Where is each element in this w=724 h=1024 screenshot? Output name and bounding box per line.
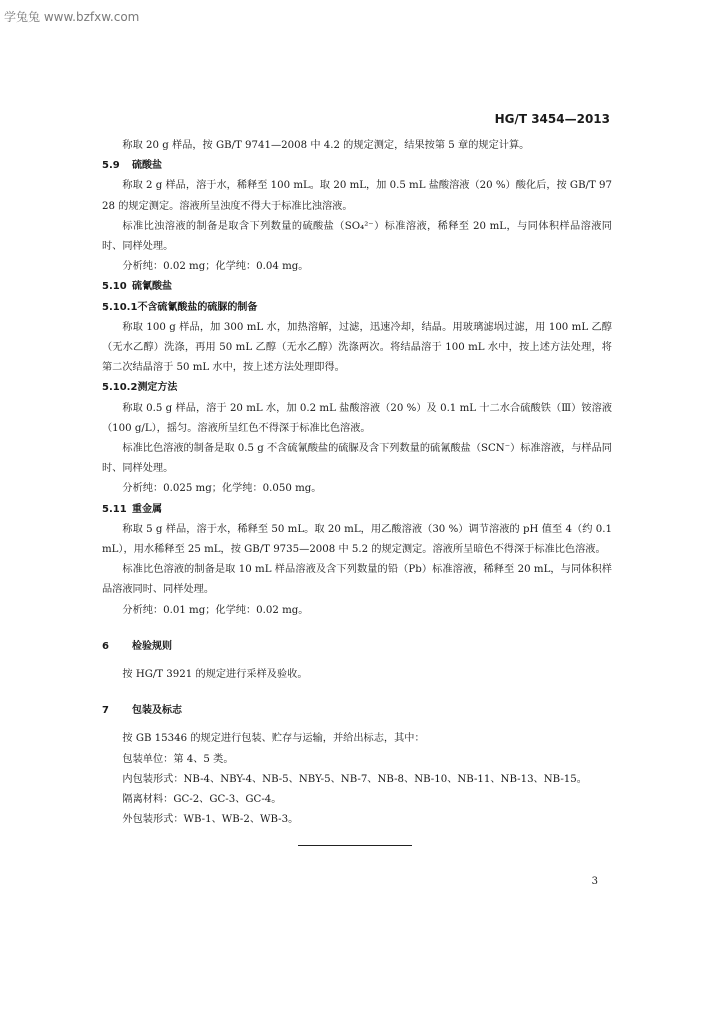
section-number: 5.10: [102, 281, 127, 293]
paragraph: 隔离材料：GC-2、GC-3、GC-4。: [122, 794, 282, 806]
section-title: 硫酸盐: [132, 160, 162, 172]
paragraph: 包装单位：第 4、5 类。: [122, 753, 234, 765]
paragraph: 内包装形式：NB-4、NBY-4、NB-5、NBY-5、NB-7、NB-8、NB-10、NB-11、NB-13、NB-15。: [122, 773, 587, 785]
section-heading-6: [102, 637, 612, 657]
paragraph: 标准比色溶液的制备是取 10 mL 样品溶液及含下列数量的铅（Pb）标准溶液，稀释至 20 mL，与同体积样品溶液同时、同样处理。: [102, 564, 612, 596]
section-number: 5.10.1: [102, 301, 138, 313]
paragraph: 称取 20 g 样品，按 GB/T 9741—2008 中 4.2 的规定测定，结果按第 5 章的规定计算。: [122, 140, 530, 151]
page-number: 3: [591, 876, 598, 887]
paragraph: 称取 2 g 样品，溶于水，稀释至 100 mL。取 20 mL，加 0.5 mL 盐酸溶液（20 %）酸化后，按 GB/T 9728 的规定测定。溶液所呈浊度不得大于标准比浊溶液。: [102, 180, 612, 212]
paragraph: 称取 5 g 样品，溶于水，稀释至 50 mL。取 20 mL，用乙酸溶液（30 %）调节溶液的 pH 值至 4（约 0.1 mL），用水稀释至 25 mL，按 GB/T 9735—2008 中 5.2 的规定测定。溶液所呈暗色不得深于标准比色溶液。: [102, 523, 612, 556]
paragraph: 分析纯：0.025 mg；化学纯：0.050 mg。: [122, 483, 322, 495]
paragraph: 按 HG/T 3921 的规定进行采样及验收。: [122, 669, 308, 681]
section-number: 7: [102, 705, 109, 717]
section-heading-5-10-2: [102, 378, 612, 398]
section-heading-7: [102, 701, 612, 721]
paragraph: 称取 0.5 g 样品，溶于 20 mL 水，加 0.2 mL 盐酸溶液（20 %）及 0.1 mL 十二水合硫酸铁（Ⅲ）铵溶液（100 g/L），摇匀。溶液所呈红色不得深于标准比色溶液。: [102, 402, 612, 434]
paragraph: 分析纯：0.01 mg；化学纯：0.02 mg。: [122, 604, 309, 616]
section-heading-5-10: [102, 277, 612, 297]
section-heading-5-10-1: [102, 298, 612, 318]
section-title: 硫氰酸盐: [132, 281, 172, 293]
document-code: HG/T 3454—2013: [494, 112, 610, 126]
paragraph: 分析纯：0.02 mg；化学纯：0.04 mg。: [122, 261, 309, 273]
section-title: 包装及标志: [132, 705, 182, 717]
section-number: 5.11: [102, 503, 127, 515]
section-title: 重金属: [132, 503, 162, 515]
paragraph: 外包装形式：WB-1、WB-2、WB-3。: [122, 814, 299, 826]
paragraph: 称取 100 g 样品，加 300 mL 水，加热溶解，过滤，迅速冷却，结晶。用玻璃滤埚过滤，用 100 mL 乙醇（无水乙醇）洗涤，再用 50 mL 乙醇（无水乙醇）洗涤两次。将结晶溶于 100 mL 水中，按上述方法处理，将第二次结晶溶于 50 mL 水中，按上述方法处理即得。: [102, 321, 612, 374]
section-number: 6: [102, 640, 109, 652]
paragraph: 标准比色溶液的制备是取 0.5 g 不含硫氰酸盐的硫脲及含下列数量的硫氰酸盐（SCN⁻）标准溶液，与样品同时、同样处理。: [102, 443, 612, 475]
section-number: 5.9: [102, 160, 120, 172]
watermark-text: 学兔兔 www.bzfxw.com: [4, 10, 140, 24]
paragraph: 标准比浊溶液的制备是取含下列数量的硫酸盐（SO₄²⁻）标准溶液，稀释至 20 mL，与同体积样品溶液同时、同样处理。: [102, 220, 612, 253]
section-number: 5.10.2: [102, 382, 138, 394]
section-heading-5-11: [102, 500, 612, 520]
section-title: 检验规则: [132, 640, 172, 652]
section-title: 不含硫氰酸盐的硫脲的制备: [137, 301, 258, 313]
section-title: 测定方法: [137, 382, 178, 394]
document-body: [102, 136, 612, 846]
section-heading-5-9: [102, 156, 612, 176]
paragraph: 按 GB 15346 的规定进行包装、贮存与运输，并给出标志，其中：: [122, 733, 425, 745]
end-rule: [298, 845, 412, 846]
